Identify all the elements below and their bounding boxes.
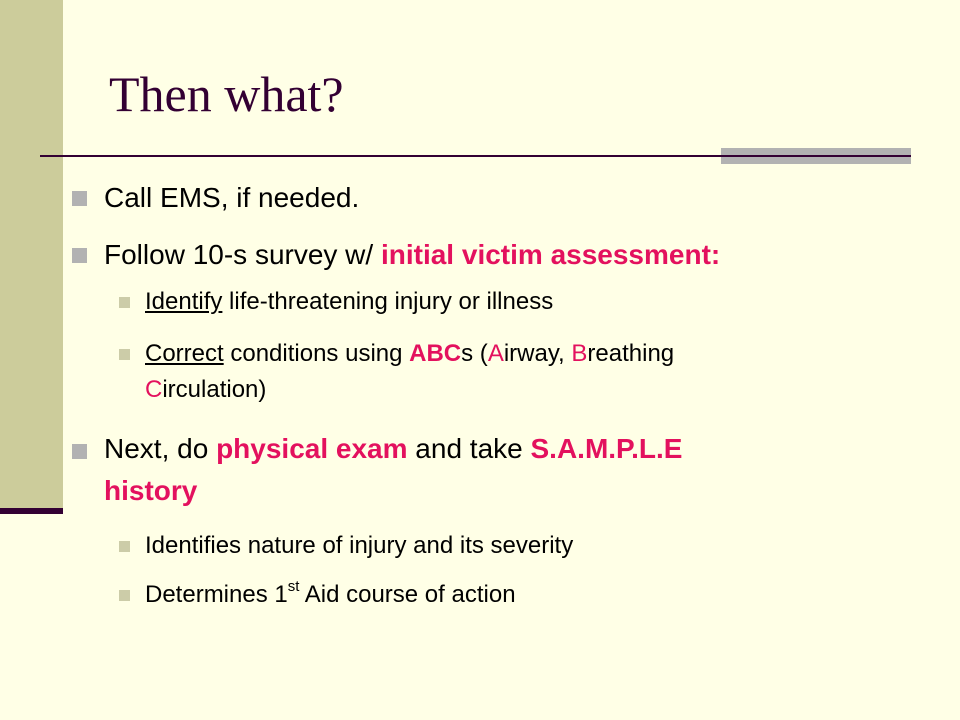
underlined-correct: Correct [145, 340, 224, 367]
bullet-text: conditions using [223, 340, 410, 367]
title-rule-accent [721, 148, 911, 164]
side-decoration-bar [0, 0, 63, 510]
bullet-text: Next, do [104, 433, 217, 464]
sub-bullet-identifies [145, 529, 573, 563]
highlight-abc: ABC [409, 340, 462, 367]
bullet-text: Follow 10-s survey w/ [104, 239, 381, 270]
highlight-history: history [104, 475, 198, 506]
sub-bullet-identify [145, 285, 553, 319]
bullet-text: irway, [503, 340, 572, 367]
bullet-text: s ( [461, 340, 488, 367]
highlight-letter-a: A [487, 340, 504, 367]
bullet-marker [72, 444, 87, 459]
bullet-text: Identifies nature of injury and its severity [145, 532, 574, 559]
sub-bullet-marker [119, 349, 130, 360]
bullet-next-exam-continued [104, 473, 197, 509]
highlight-letter-c: C [145, 376, 163, 403]
bullet-next-exam [104, 431, 682, 467]
bullet-follow-survey [104, 237, 720, 273]
bullet-text: reathing [587, 340, 675, 367]
bullet-text: Aid course of action [299, 581, 516, 608]
sub-bullet-marker [119, 297, 130, 308]
sub-bullet-marker [119, 541, 130, 552]
bullet-text: life-threatening injury or illness [222, 288, 554, 315]
bullet-text: Call EMS, if needed. [104, 182, 360, 213]
sub-bullet-determines [145, 578, 516, 612]
sub-bullet-correct-continued [145, 373, 266, 407]
sub-bullet-correct [145, 337, 674, 371]
slide-title: Then what? [109, 66, 344, 122]
superscript-st: st [287, 578, 300, 595]
bullet-marker [72, 248, 87, 263]
bullet-text: Determines 1 [145, 581, 288, 608]
highlight-initial-assessment: initial victim assessment: [380, 239, 721, 270]
sub-bullet-marker [119, 590, 130, 601]
highlight-letter-b: B [571, 340, 588, 367]
underlined-identify: Identify [145, 288, 223, 315]
bullet-marker [72, 191, 87, 206]
bullet-text: and take [407, 433, 531, 464]
side-bar-accent [0, 508, 63, 514]
highlight-physical-exam: physical exam [216, 433, 408, 464]
bullet-call-ems [104, 180, 359, 216]
bullet-text: irculation) [162, 376, 267, 403]
highlight-sample: S.A.M.P.L.E [530, 433, 683, 464]
